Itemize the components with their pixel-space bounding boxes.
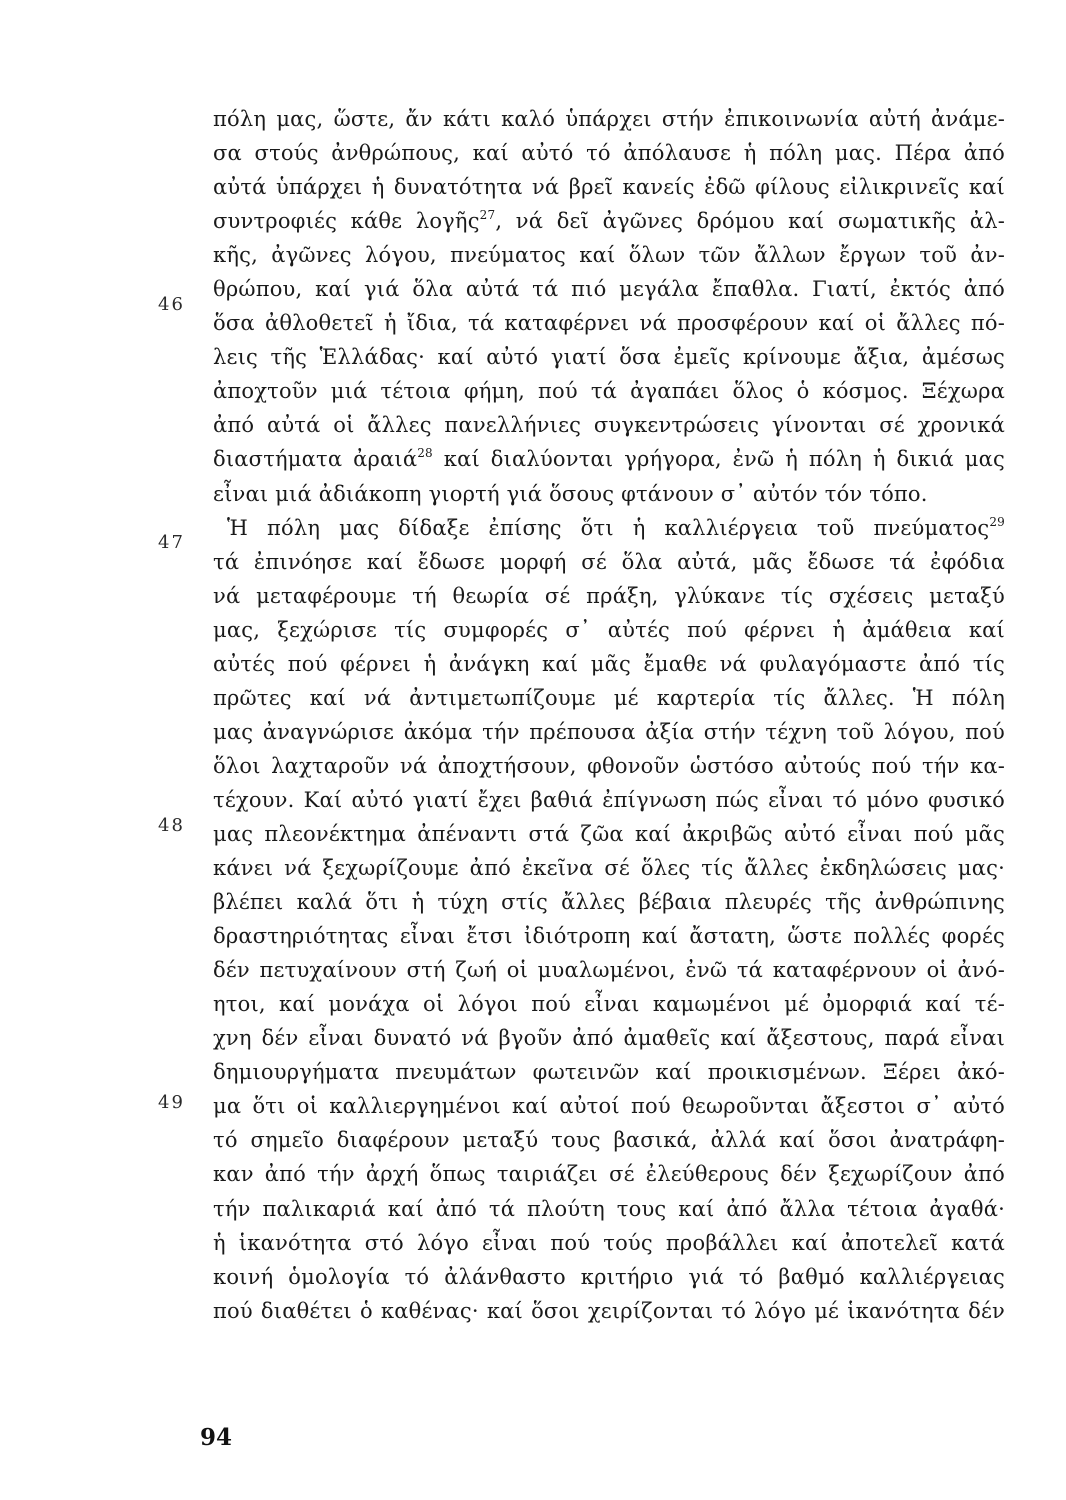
text-line: σα στούς ἀνθρώπους, καί αὐτό τό ἀπόλαυσε ἡ πόλη μας. Πέρα ἀπό	[213, 141, 1005, 166]
text-line: ὅλοι λαχταροῦν νά ἀποχτήσουν, φθονοῦν ὡστόσο αὐτούς πού τήν κα-	[213, 753, 1005, 778]
text-line: πού διαθέτει ὁ καθένας· καί ὅσοι χειρίζονται τό λόγο μέ ἱκανότητα δέν	[213, 1298, 1005, 1323]
text-line: εἶναι μιά ἀδιάκοπη γιορτή γιά ὅσους φτάνουν σ᾽ αὐτόν τόν τόπο.	[213, 481, 928, 506]
text-line: δέν πετυχαίνουν στή ζωή οἱ μυαλωμένοι, ἐνῶ τά καταφέρνουν οἱ ἀνό-	[213, 958, 1005, 983]
text-line: ἡ ἱκανότητα στό λόγο εἶναι πού τούς προβάλλει καί ἀποτελεῖ κατά	[213, 1230, 1005, 1255]
text-segment: καί διαλύονται γρήγορα, ἐνῶ ἡ πόλη ἡ δικιά μας	[432, 447, 1005, 472]
section-number-47: 47	[158, 532, 185, 553]
text-line: κάνει νά ξεχωρίζουμε ἀπό ἐκεῖνα σέ ὅλες τίς ἄλλες ἐκδηλώσεις μας·	[213, 856, 1005, 881]
text-line: ἀπό αὐτά οἱ ἄλλες πανελλήνιες συγκεντρώσεις γίνονται σέ χρονικά	[213, 413, 1005, 438]
text-segment: Ἡ πόλη μας δίδαξε ἐπίσης ὅτι ἡ καλλιέργεια τοῦ πνεύματος	[227, 515, 990, 540]
text-segment: , νά δεῖ ἀγῶνες δρόμου καί σωματικῆς ἀλ-	[495, 209, 1005, 234]
text-line: ὅσα ἀθλοθετεῖ ἡ ἴδια, τά καταφέρνει νά προσφέρουν καί οἱ ἄλλες πό-	[213, 311, 1005, 336]
text-line: πρῶτες καί νά ἀντιμετωπίζουμε μέ καρτερία τίς ἄλλες. Ἡ πόλη	[213, 685, 1005, 710]
text-line	[213, 204, 1005, 238]
text-line: μα ὅτι οἱ καλλιεργημένοι καί αὐτοί πού θεωροῦνται ἄξεστοι σ᾽ αὐτό	[213, 1094, 1005, 1119]
body-text	[213, 102, 1005, 1328]
text-line: δραστηριότητας εἶναι ἔτσι ἰδιότροπη καί ἄστατη, ὥστε πολλές φορές	[213, 924, 1005, 949]
text-segment: διαστήματα ἀραιά	[213, 447, 418, 472]
text-line: μας ἀναγνώρισε ἀκόμα τήν πρέπουσα ἀξία στήν τέχνη τοῦ λόγου, πού	[213, 719, 1005, 744]
section-number-48: 48	[158, 815, 185, 836]
text-line: χνη δέν εἶναι δυνατό νά βγοῦν ἀπό ἀμαθεῖς καί ἄξεστους, παρά εἶναι	[213, 1026, 1005, 1051]
footnote-ref-29: 29	[989, 514, 1005, 529]
text-line: ἀποχτοῦν μιά τέτοια φήμη, πού τά ἀγαπάει ὅλος ὁ κόσμος. Ξέχωρα	[213, 379, 1005, 404]
text-line: τά ἐπινόησε καί ἔδωσε μορφή σέ ὅλα αὐτά, μᾶς ἔδωσε τά ἐφόδια	[213, 549, 1005, 574]
text-line: καν ἀπό τήν ἀρχή ὅπως ταιριάζει σέ ἐλεύθερους δέν ξεχωρίζουν ἀπό	[213, 1162, 1005, 1187]
text-line: δημιουργήματα πνευμάτων φωτεινῶν καί προικισμένων. Ξέρει ἀκό-	[213, 1060, 1005, 1085]
text-line: τέχουν. Καί αὐτό γιατί ἔχει βαθιά ἐπίγνωση πώς εἶναι τό μόνο φυσικό	[213, 787, 1005, 812]
text-line: ητοι, καί μονάχα οἱ λόγοι πού εἶναι καμωμένοι μέ ὀμορφιά καί τέ-	[213, 992, 1005, 1017]
text-line: νά μεταφέρουμε τή θεωρία σέ πράξη, γλύκανε τίς σχέσεις μεταξύ	[213, 583, 1005, 608]
footnote-ref-27: 27	[479, 208, 496, 223]
text-line: αὐτά ὑπάρχει ἡ δυνατότητα νά βρεῖ κανείς ἐδῶ φίλους εἰλικρινεῖς καί	[213, 175, 1005, 200]
text-line: μας, ξεχώρισε τίς συμφορές σ᾽ αὐτές πού φέρνει ἡ ἀμάθεια καί	[213, 617, 1005, 642]
section-number-49: 49	[158, 1092, 185, 1113]
footnote-ref-28: 28	[417, 446, 433, 461]
text-segment: συντροφιές κάθε λογῆς	[213, 209, 480, 234]
text-line: μας πλεονέκτημα ἀπέναντι στά ζῶα καί ἀκριβῶς αὐτό εἶναι πού μᾶς	[213, 821, 1005, 846]
page-number: 94	[200, 1424, 233, 1451]
text-line: βλέπει καλά ὅτι ἡ τύχη στίς ἄλλες βέβαια πλευρές τῆς ἀνθρώπινης	[213, 890, 1005, 915]
text-line	[213, 511, 1005, 545]
section-number-46: 46	[158, 294, 185, 315]
text-line: κῆς, ἀγῶνες λόγου, πνεύματος καί ὅλων τῶν ἄλλων ἔργων τοῦ ἀν-	[213, 243, 1005, 268]
text-line: κοινή ὁμολογία τό ἀλάνθαστο κριτήριο γιά τό βαθμό καλλιέργειας	[213, 1264, 1005, 1289]
text-line: αὐτές πού φέρνει ἡ ἀνάγκη καί μᾶς ἔμαθε νά φυλαγόμαστε ἀπό τίς	[213, 651, 1005, 676]
text-line: τό σημεῖο διαφέρουν μεταξύ τους βασικά, ἀλλά καί ὅσοι ἀνατράφη-	[213, 1128, 1005, 1153]
text-line	[213, 442, 1005, 476]
text-line: πόλη μας, ὥστε, ἄν κάτι καλό ὑπάρχει στήν ἐπικοινωνία αὐτή ἀνάμε-	[213, 107, 1005, 131]
text-line: θρώπου, καί γιά ὅλα αὐτά τά πιό μεγάλα ἔπαθλα. Γιατί, ἐκτός ἀπό	[213, 277, 1005, 302]
text-line: λεις τῆς Ἑλλάδας· καί αὐτό γιατί ὅσα ἐμεῖς κρίνουμε ἄξια, ἀμέσως	[213, 345, 1005, 370]
text-line: τήν παλικαριά καί ἀπό τά πλούτη τους καί ἀπό ἄλλα τέτοια ἀγαθά·	[213, 1196, 1005, 1221]
